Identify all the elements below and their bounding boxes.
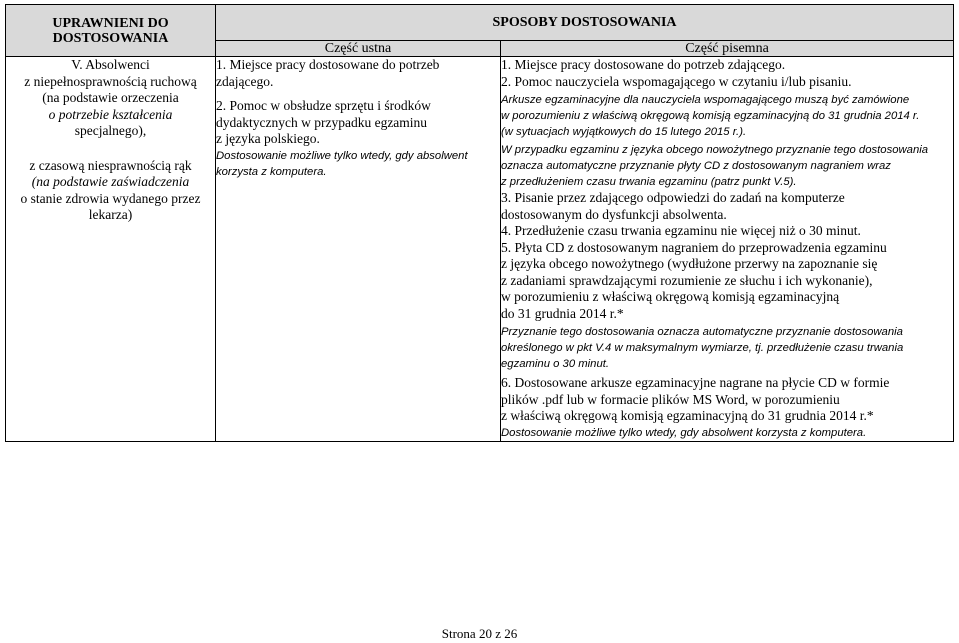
oral-item-2: 2. Pomoc w obsłudze sprzętu i środków [216, 98, 431, 113]
oral-item-1-cont: zdającego. [216, 73, 274, 89]
written-note-8: określonego w pkt V.4 w maksymalnym wymiarze, tj. przedłużenie czasu trwania [501, 342, 904, 354]
written-item-5: 5. Płyta CD z dostosowanym nagraniem do przeprowadzenia egzaminu [501, 239, 887, 255]
eligible-title-1: V. Absolwenci [71, 57, 150, 72]
written-note-3: (w sytuacjach wyjątkowych do 15 lutego 2015 r.). [501, 126, 747, 138]
eligible-line-8: o stanie zdrowia wydanego przez [20, 190, 201, 206]
oral-note-1: Dostosowanie możliwe tylko wtedy, gdy absolwent [216, 149, 468, 162]
written-cell [501, 57, 954, 442]
eligible-line-7: (na podstawie zaświadczenia [31, 174, 190, 189]
written-note-10: Dostosowanie możliwe tylko wtedy, gdy absolwent korzysta z komputera. [501, 426, 867, 439]
written-item-3-cont: dostosowanym do dysfunkcji absolwenta. [501, 206, 727, 222]
written-item-1: 1. Miejsce pracy dostosowane do potrzeb zdającego. [501, 57, 786, 72]
written-item-6-cont2: z właściwą okręgową komisją egzaminacyjną do 31 grudnia 2014 r.* [501, 408, 874, 423]
oral-note-2: korzysta z komputera. [216, 165, 327, 178]
header-eligible: UPRAWNIENI DO DOSTOSOWANIA [6, 5, 216, 57]
eligible-title-2: z niepełnosprawnością ruchową [24, 73, 197, 89]
eligible-line-5: specjalnego), [74, 123, 147, 138]
adjustments-table [5, 4, 954, 442]
written-note-7: Przyznanie tego dostosowania oznacza automatyczne przyznanie dostosowania [501, 326, 903, 338]
written-item-5-cont: z języka obcego nowożytnego (wydłużone przerwy na zapoznanie się [501, 256, 878, 271]
written-item-5-cont4: do 31 grudnia 2014 r.* [501, 305, 624, 321]
header-oral: Część ustna [216, 41, 501, 57]
eligible-line-4: o potrzebie kształcenia [48, 106, 173, 122]
oral-item-2-cont2: z języka polskiego. [216, 131, 320, 146]
written-note-2: w porozumieniu z właściwą okręgową komisją egzaminacyjną do 31 grudnia 2014 r. [501, 110, 920, 122]
eligible-line-6: z czasową niesprawnością rąk [29, 157, 192, 173]
written-item-5-cont2: z zadaniami sprawdzającymi rozumienie ze słuchu i ich wykonanie), [501, 272, 873, 288]
eligible-line-9: lekarza) [88, 207, 133, 222]
eligible-cell [6, 57, 216, 442]
written-note-1: Arkusze egzaminacyjne dla nauczyciela wspomagającego muszą być zamówione [501, 94, 910, 106]
written-note-6: z przedłużeniem czasu trwania egzaminu (patrz punkt V.5). [501, 176, 797, 188]
written-item-2: 2. Pomoc nauczyciela wspomagającego w czytaniu i/lub pisaniu. [501, 73, 852, 89]
written-note-4: W przypadku egzaminu z języka obcego nowożytnego przyznanie tego dostosowania [501, 144, 929, 156]
written-item-5-cont3: w porozumieniu z właściwą okręgową komisją egzaminacyjną [501, 289, 840, 304]
page-number: Strona 20 z 26 [441, 626, 518, 641]
header-methods: SPOSOBY DOSTOSOWANIA [216, 5, 954, 41]
written-item-4: 4. Przedłużenie czasu trwania egzaminu nie więcej niż o 30 minut. [501, 223, 861, 238]
written-note-9: egzaminu o 30 minut. [501, 358, 610, 370]
written-item-3: 3. Pisanie przez zdającego odpowiedzi do zadań na komputerze [501, 190, 845, 205]
oral-item-2-cont: dydaktycznych w przypadku egzaminu [216, 114, 428, 130]
written-note-5: oznacza automatyczne przyznanie płyty CD z dostosowanym nagraniem wraz [501, 160, 891, 172]
oral-cell [216, 57, 501, 442]
header-written: Część pisemna [501, 41, 954, 57]
written-item-6-cont: plików .pdf lub w formacie plików MS Word, w porozumieniu [501, 391, 840, 407]
eligible-line-3: (na podstawie orzeczenia [42, 90, 179, 105]
oral-item-1: 1. Miejsce pracy dostosowane do potrzeb [216, 57, 440, 72]
written-item-6: 6. Dostosowane arkusze egzaminacyjne nagrane na płycie CD w formie [501, 375, 890, 390]
